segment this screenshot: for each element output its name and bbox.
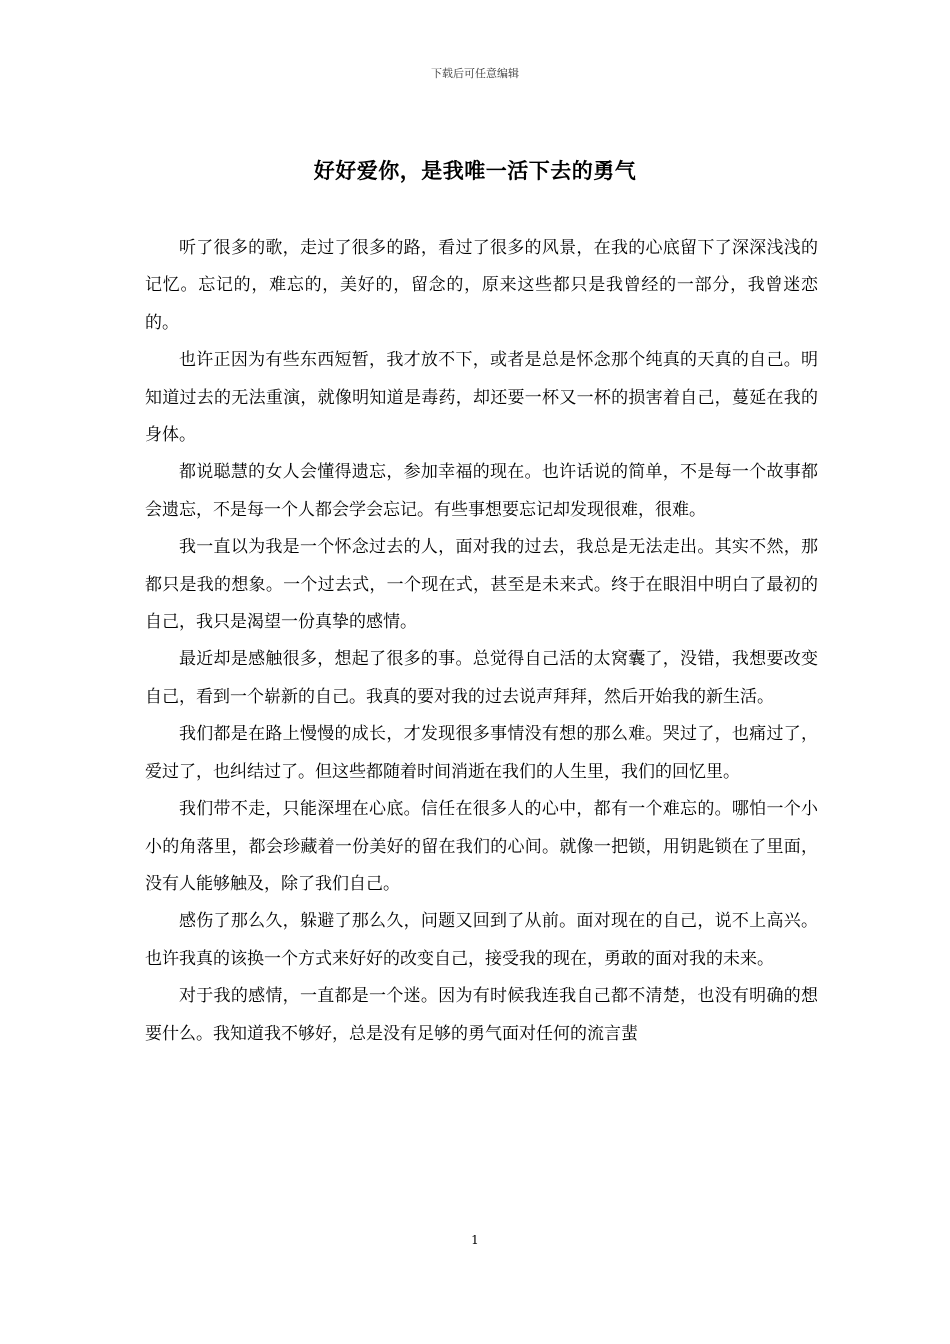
paragraph-1: 听了很多的歌，走过了很多的路，看过了很多的风景，在我的心底留下了深深浅浅的记忆。忘记的，难忘的，美好的，留念的，原来这些都只是我曾经的一部分，我曾迷恋的。: [145, 238, 818, 333]
body-text: [145, 230, 818, 1053]
paragraph-4: 我一直以为我是一个怀念过去的人，面对我的过去，我总是无法走出。其实不然，那都只是我的想象。一个过去式，一个现在式，甚至是未来式。终于在眼泪中明白了最初的自己，我只是渴望一份真挚的感情。: [145, 537, 818, 633]
header-note: 下载后可任意编辑: [431, 67, 519, 80]
paragraph-3: 都说聪慧的女人会懂得遗忘，参加幸福的现在。也许话说的简单，不是每一个故事都会遗忘，不是每一个人都会学会忘记。有些事想要忘记却发现很难，很难。: [145, 462, 818, 520]
paragraph-6: 我们都是在路上慢慢的成长，才发现很多事情没有想的那么难。哭过了，也痛过了，爱过了，也纠结过了。但这些都随着时间消逝在我们的人生里，我们的回忆里。: [145, 724, 818, 782]
paragraph-7: 我们带不走，只能深埋在心底。信任在很多人的心中，都有一个难忘的。哪怕一个小小的角落里，都会珍藏着一份美好的留在我们的心间。就像一把锁，用钥匙锁在了里面，没有人能够触及，除了我们自己。: [145, 799, 818, 894]
paragraph-2: 也许正因为有些东西短暂，我才放不下，或者是总是怀念那个纯真的天真的自己。明知道过去的无法重演，就像明知道是毒药，却还要一杯又一杯的损害着自己，蔓延在我的身体。: [145, 350, 818, 446]
paragraph-8: 感伤了那么久，躲避了那么久，问题又回到了从前。面对现在的自己，说不上高兴。也许我真的该换一个方式来好好的改变自己，接受我的现在，勇敢的面对我的未来。: [145, 911, 818, 969]
page-title: 好好爱你，是我唯一活下去的勇气: [313, 158, 637, 183]
paragraph-5: 最近却是感触很多，想起了很多的事。总觉得自己活的太窝囊了，没错，我想要改变自己，看到一个崭新的自己。我真的要对我的过去说声拜拜，然后开始我的新生活。: [145, 649, 818, 707]
page-number: 1: [471, 1233, 479, 1247]
paragraph-9: 对于我的感情，一直都是一个迷。因为有时候我连我自己都不清楚，也没有明确的想要什么。我知道我不够好，总是没有足够的勇气面对任何的流言蜚: [145, 986, 818, 1044]
